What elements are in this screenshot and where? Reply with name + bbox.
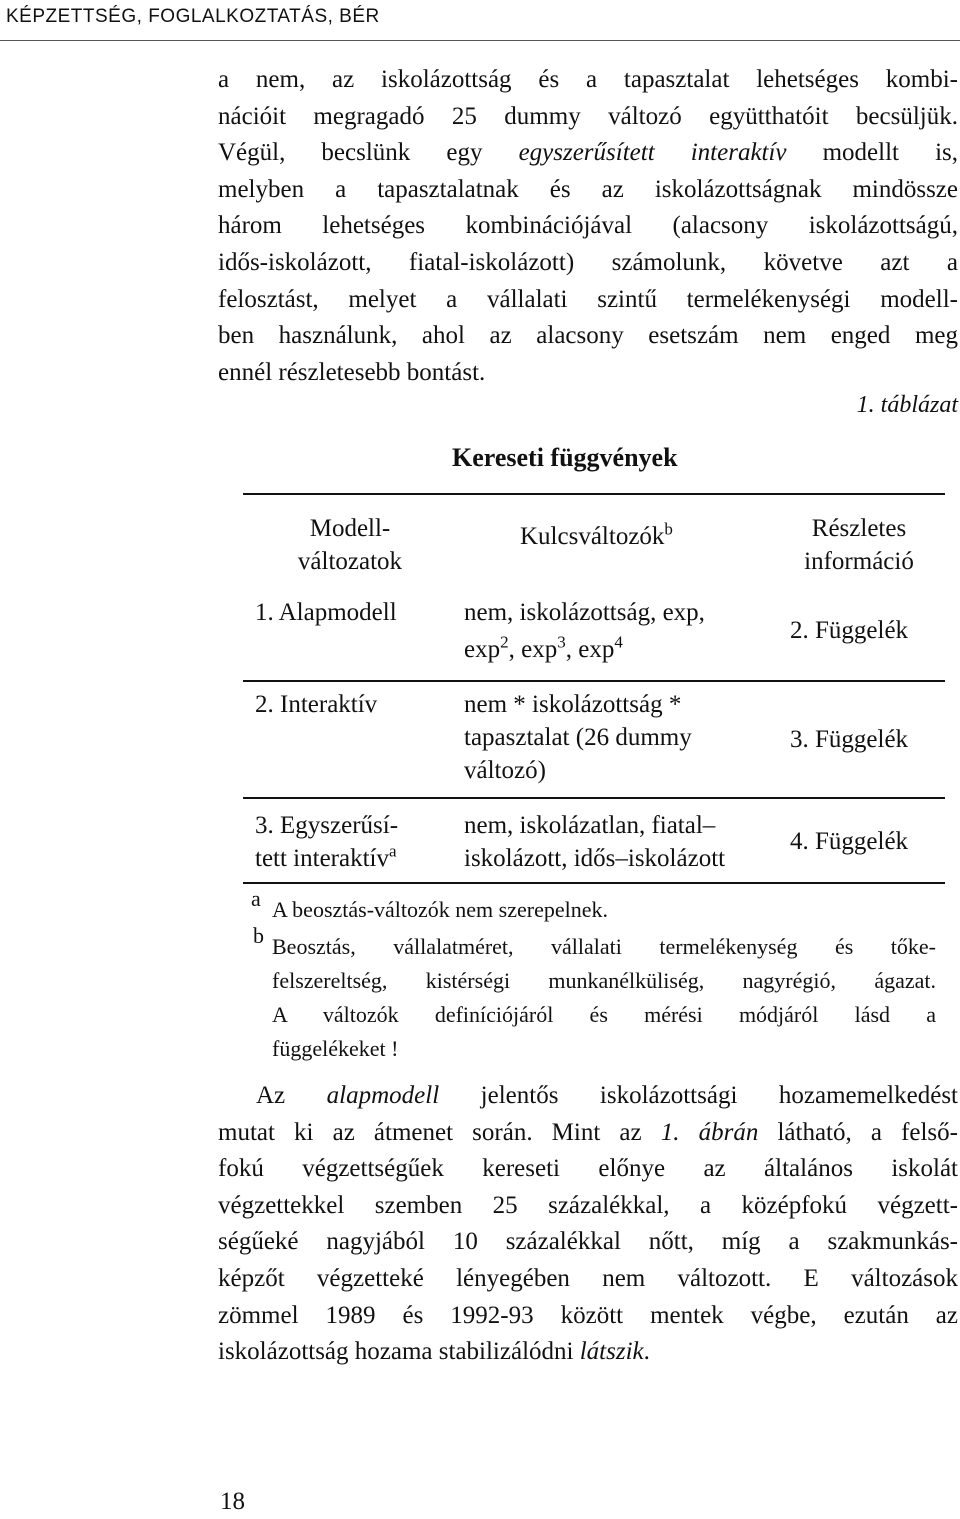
outro-emphasis: 1. ábrán bbox=[660, 1118, 759, 1146]
page-number: 18 bbox=[220, 1488, 245, 1515]
outro-emphasis: alapmodell bbox=[326, 1082, 440, 1109]
intro-line: ennél részletesebb bontást. bbox=[218, 358, 486, 386]
table-title: Kereseti függvények bbox=[452, 443, 678, 472]
row1-model: 1. Alapmodell bbox=[255, 599, 397, 626]
table-top-rule bbox=[243, 493, 945, 495]
header-model-variants bbox=[262, 512, 438, 578]
intro-line: melyben a tapasztalatnak és az iskolázottságnak mindössze bbox=[218, 175, 958, 203]
row1-variables-line2: $\exp^2$, $\exp^3$, $\exp^4$ bbox=[464, 632, 623, 663]
table-number: 1. táblázat bbox=[856, 392, 958, 418]
outro-line: zömmel 1989 és 1992-93 között mentek végbe, ezután az bbox=[218, 1301, 958, 1329]
exponent: 4 bbox=[614, 632, 623, 652]
footnote-b-line: A változók definíciójáról és mérési módjáról lásd a bbox=[272, 1002, 936, 1027]
footnote-a-mark: a bbox=[251, 886, 261, 911]
intro-line: három lehetséges kombinációjával (alacsony iskolázottságú, bbox=[218, 212, 958, 240]
row3-model-line2: tett interaktív$^a$ bbox=[255, 841, 397, 872]
running-header bbox=[0, 0, 960, 41]
row3-variables-line2: iskolázott, idős–iskolázott bbox=[464, 845, 726, 872]
footnote-ref-a: a bbox=[388, 841, 397, 861]
footnote-b-line: Beosztás, vállalatméret, vállalati termelékenység és tőke- bbox=[272, 934, 936, 959]
footnote-b-mark: b bbox=[253, 923, 264, 948]
intro-paragraph bbox=[218, 62, 958, 391]
intro-emphasis: egyszerűsített interaktív bbox=[518, 139, 787, 167]
outro-line: iskolázottság hozama stabilizálódni látszik. bbox=[218, 1338, 650, 1366]
outro-line: Az alapmodell jelentős iskolázottsági hozamemelkedést bbox=[256, 1082, 958, 1109]
exponent: 2 bbox=[500, 632, 509, 652]
row1-details: 2. Függelék bbox=[790, 617, 909, 644]
intro-line: idős-iskolázott, fiatal-iskolázott) számolunk, követve azt a bbox=[218, 248, 958, 276]
header-details bbox=[785, 512, 933, 578]
row2-model: 2. Interaktív bbox=[255, 691, 378, 718]
row-rule bbox=[243, 680, 945, 682]
table-bottom-rule bbox=[243, 882, 945, 884]
footnote-b-line: felszereltség, kistérségi munkanélküliség, nagyrégió, ágazat. bbox=[272, 968, 936, 993]
outro-emphasis: látszik bbox=[579, 1338, 644, 1366]
footnote-a-text: A beosztás-változók nem szerepelnek. bbox=[272, 897, 608, 922]
row3-variables-line1: nem, iskolázatlan, fiatal– bbox=[464, 812, 716, 839]
outro-line: képzőt végzetteké lényegében nem változott. E változások bbox=[218, 1264, 958, 1292]
running-header-title: KÉPZETTSÉG, FOGLALKOZTATÁS, BÉR bbox=[6, 6, 380, 27]
header-details-line2: információ bbox=[804, 548, 914, 575]
row2-details: 3. Függelék bbox=[790, 726, 909, 753]
intro-line-start: Végül, becslünk egy bbox=[218, 139, 519, 167]
row-rule bbox=[243, 797, 945, 799]
outro-line: mutat ki az átmenet során. Mint az 1. ábrán látható, a felső- bbox=[218, 1118, 958, 1146]
row2-variables bbox=[464, 688, 692, 787]
intro-line: nációit megragadó 25 dummy változó együtthatóit becsüljük. bbox=[218, 102, 958, 130]
row1-variables bbox=[464, 596, 705, 666]
row3-details: 4. Függelék bbox=[790, 828, 909, 855]
intro-line: felosztást, melyet a vállalati szintű termelékenységi modell- bbox=[218, 285, 958, 313]
intro-line-end: modellt is, bbox=[786, 139, 958, 167]
header-key-variables-label: Kulcsváltozók bbox=[520, 523, 665, 550]
row2-variables-line1: nem * iskolázottság * bbox=[464, 691, 682, 718]
intro-line bbox=[218, 135, 958, 172]
row3-model-line1: 3. Egyszerűsí- bbox=[255, 812, 399, 839]
header-model-line2: változatok bbox=[297, 548, 403, 575]
footnote-ref-b: b bbox=[664, 519, 673, 539]
footnote-b-text bbox=[272, 930, 936, 1066]
row2-variables-line2: tapasztalat (26 dummy bbox=[464, 724, 692, 751]
exponent: 3 bbox=[557, 632, 566, 652]
outro-paragraph bbox=[218, 1078, 958, 1371]
outro-line: fokú végzettségűek kereseti előnye az általános iskolát bbox=[218, 1155, 958, 1183]
outro-line: ségűeké nagyjából 10 százalékkal nőtt, míg a szakmunkás- bbox=[218, 1228, 958, 1256]
intro-line: a nem, az iskolázottság és a tapasztalat lehetséges kombi- bbox=[218, 66, 958, 93]
header-key-variables bbox=[520, 520, 673, 553]
header-model-line1: Modell- bbox=[309, 515, 391, 542]
row3-variables bbox=[464, 809, 725, 875]
row2-variables-line3: változó) bbox=[464, 757, 546, 784]
row3-model bbox=[255, 809, 398, 875]
outro-line: végzettekkel szemben 25 százalékkal, a középfokú végzett- bbox=[218, 1191, 958, 1219]
intro-line: ben használunk, ahol az alacsony esetszám nem enged meg bbox=[218, 322, 958, 350]
header-details-line1: Részletes bbox=[811, 515, 907, 542]
footnote-b-line: függelékeket ! bbox=[272, 1036, 399, 1061]
row1-variables-line1: nem, iskolázottság, exp, bbox=[464, 599, 705, 626]
